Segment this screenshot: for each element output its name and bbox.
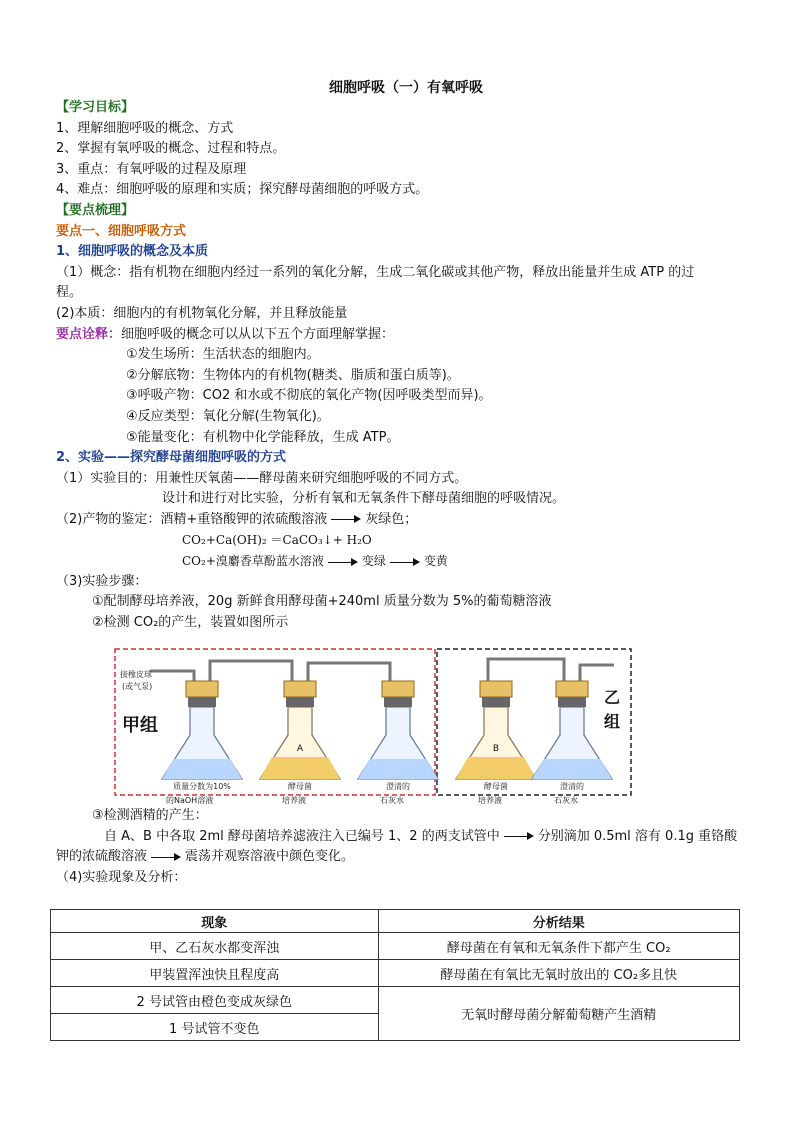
formula2-b: 变绿 [361, 554, 386, 569]
apparatus-figure [114, 647, 634, 797]
obs-header: （4)实验现象及分析： [56, 869, 187, 885]
concept-line-cont: 程。 [56, 285, 83, 301]
table-header-cell: 现象 [51, 910, 379, 933]
table-cell: 1 号试管不变色 [51, 1014, 379, 1041]
pump-label-1: 接橡皮球 [120, 670, 152, 679]
table-cell: 酵母菌在有氧和无氧条件下都产生 CO₂ [378, 933, 739, 960]
goal-item: 3、重点：有氧呼吸的过程及原理 [56, 161, 247, 177]
step3-d: 震荡并观察溶液中颜色变化。 [185, 849, 355, 865]
table-header-row [51, 910, 740, 933]
flask-1 [162, 681, 242, 779]
table-row [51, 960, 740, 987]
aspect-item: ⑤能量变化：有机物中化学能释放，生成 ATP。 [126, 429, 400, 445]
flask-5 [532, 681, 612, 779]
goals-header: 【学习目标】 [56, 100, 135, 115]
table-row [51, 987, 740, 1014]
table-cell: 2 号试管由橙色变成灰绿色 [51, 987, 379, 1014]
goal-item: 1、理解细胞呼吸的概念、方式 [56, 120, 234, 136]
arrow-icon [390, 558, 420, 566]
step3-b: 分别滴加 0.5ml 溶有 0.1g 重铬酸 [537, 828, 738, 844]
arrow-icon [504, 832, 534, 840]
steps-header: （3)实验步骤： [56, 573, 148, 589]
document-page [56, 78, 746, 633]
step3-c: 钾的浓硫酸溶液 [56, 849, 148, 865]
aspect-item: ①发生场所：生活状态的细胞内。 [126, 347, 320, 363]
step3-a: 自 A、B 中各取 2ml 酵母菌培养滤液注入已编号 1、2 的两支试管中 [104, 828, 500, 844]
table-row [51, 933, 740, 960]
table-cell-merged: 无氧时酵母菌分解葡萄糖产生酒精 [378, 987, 739, 1041]
flask1-label-2: 的NaOH溶液 [166, 796, 214, 805]
letter-b: B [492, 744, 500, 754]
product-right: 灰绿色； [365, 511, 418, 527]
purpose-line-2: 设计和进行对比实验，分析有氧和无氧条件下酵母菌细胞的呼吸情况。 [162, 491, 566, 507]
flask4-label-1: 酵母菌 [484, 782, 508, 791]
pump-label-2: (或气泵) [122, 682, 153, 691]
step-3-line-1 [56, 827, 746, 848]
flask3-label-2: 石灰水 [380, 796, 404, 805]
formula-1: CO₂+Ca(OH)₂ ＝CaCO₃↓+ H₂O [182, 533, 372, 548]
arrow-icon [328, 558, 358, 566]
group-a-label: 甲组 [122, 715, 158, 736]
explain-text: 细胞呼吸的概念可以从以下五个方面理解掌握： [121, 326, 395, 342]
flask-4 [456, 681, 536, 779]
essence-line: (2)本质：细胞内的有机物氧化分解，并且释放能量 [56, 305, 348, 321]
group-b-label-1: 乙 [604, 688, 621, 707]
formula2-c: 变黄 [423, 554, 448, 569]
product-left: （2)产物的鉴定：酒精+重铬酸钾的浓硫酸溶液 [56, 511, 328, 527]
letter-a: A [296, 744, 304, 754]
flask-2 [260, 681, 340, 779]
group-b-label-2: 组 [604, 712, 621, 731]
point1-header: 要点一、细胞呼吸方式 [56, 223, 187, 239]
arrow-icon [151, 853, 181, 861]
experiment-header: 2、实验——探究酵母菌细胞呼吸的方式 [56, 450, 287, 466]
flask1-label-1: 质量分数为10% [173, 782, 231, 791]
aspect-item: ④反应类型：氧化分解(生物氧化)。 [126, 408, 330, 424]
arrow-icon [331, 515, 361, 523]
purpose-line: （1）实验目的：用兼性厌氧菌——酵母菌来研究细胞呼吸的不同方式。 [56, 470, 468, 486]
page-title: 细胞呼吸（一）有氧呼吸 [329, 80, 483, 96]
step-2: ②检测 CO₂的产生，装置如图所示 [92, 614, 289, 630]
post-figure-text [56, 806, 746, 888]
concept-line: （1）概念：指有机物在细胞内经过一系列的氧化分解，生成二氧化碳或其他产物，释放出能量并生成 ATP 的过 [56, 264, 695, 280]
formula2-a: CO₂+溴麝香草酚蓝水溶液 [182, 554, 324, 569]
goal-item: 4、难点：细胞呼吸的原理和实质；探究酵母菌细胞的呼吸方式。 [56, 182, 429, 198]
point1-sub1: 1、细胞呼吸的概念及本质 [56, 244, 209, 260]
flask3-label-1: 澄清的 [386, 782, 410, 791]
aspect-item: ③呼吸产物：CO2 和水或不彻底的氧化产物(因呼吸类型而异)。 [126, 388, 492, 404]
explain-line [56, 325, 746, 346]
step-3: ③检测酒精的产生： [92, 808, 208, 823]
table-cell: 甲、乙石灰水都变浑浊 [51, 933, 379, 960]
flask5-label-2: 石灰水 [554, 796, 578, 805]
flask5-label-1: 澄清的 [560, 782, 584, 791]
table-header-cell: 分析结果 [378, 910, 739, 933]
flask4-label-2: 培养液 [478, 796, 502, 805]
step-3-line-2 [56, 847, 746, 868]
aspect-item: ②分解底物：生物体内的有机物(糖类、脂质和蛋白质等)。 [126, 367, 460, 383]
step-1: ①配制酵母培养液，20g 新鲜食用酵母菌+240ml 质量分数为 5%的葡萄糖溶液 [92, 594, 552, 610]
product-line [56, 510, 746, 531]
table-cell: 酵母菌在有氧比无氧时放出的 CO₂多且快 [378, 960, 739, 987]
table-cell: 甲装置浑浊快且程度高 [51, 960, 379, 987]
formula-2 [56, 551, 746, 572]
explain-label: 要点诠释： [56, 326, 122, 342]
results-table [50, 909, 740, 1041]
flask2-label-1: 酵母菌 [288, 782, 312, 791]
flask2-label-2: 培养液 [282, 796, 306, 805]
goal-item: 2、掌握有氧呼吸的概念、过程和特点。 [56, 141, 286, 157]
review-header: 【要点梳理】 [56, 202, 135, 218]
flask-3 [358, 681, 438, 779]
